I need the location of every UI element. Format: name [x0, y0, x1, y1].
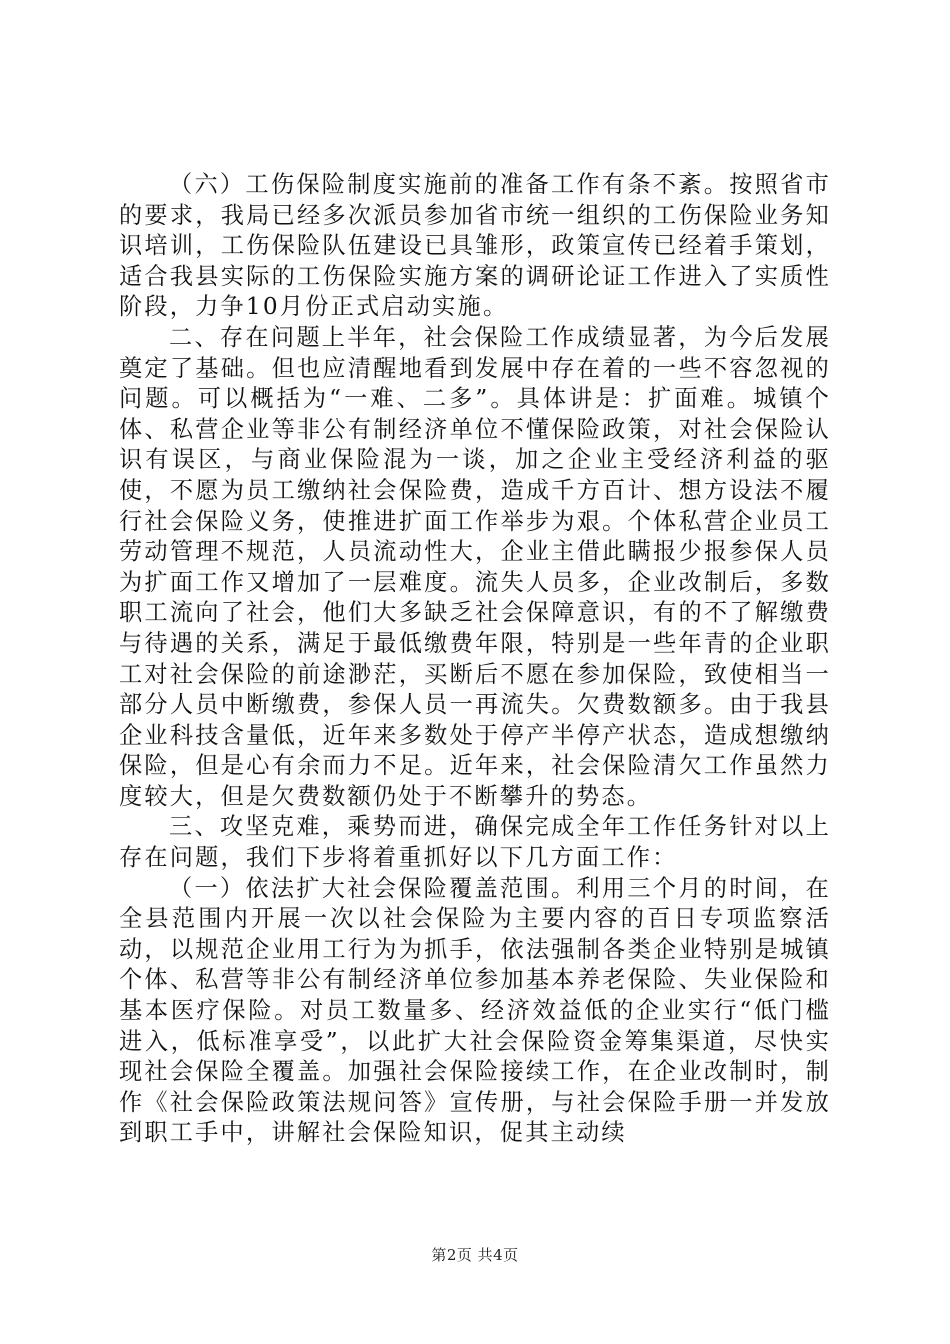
paragraph-work-injury-preparation: （六）工伤保险制度实施前的准备工作有条不紊。按照省市的要求，我局已经多次派员参加省市统一组织的工伤保险业务知识培训，工伤保险队伍建设已具雏形，政策宣传已经着手策划，适合我县实际的工伤保险实施方案的调研论证工作进入了实质性阶段，力争10月份正式启动实施。: [119, 171, 831, 321]
paragraph-next-steps-heading: 三、攻坚克难，乘势而进，确保完成全年工作任务针对以上存在问题，我们下步将着重抓好以下几方面工作：: [119, 813, 831, 872]
document-body: [119, 170, 831, 1149]
paragraph-expand-coverage: （一）依法扩大社会保险覆盖范围。利用三个月的时间，在全县范围内开展一次以社会保险为主要内容的百日专项监察活动，以规范企业用工行为为抓手，依法强制各类企业特别是城镇个体、私营等非公有制经济单位参加基本养老保险、失业保险和基本医疗保险。对员工数量多、经济效益低的企业实行“低门槛进入，低标准享受”，以此扩大社会保险资金筹集渠道，尽快实现社会保险全覆盖。加强社会保险接续工作，在企业改制时，制作《社会保险政策法规问答》宣传册，与社会保险手册一并发放到职工手中，讲解社会保险知识，促其主动续: [119, 874, 831, 1147]
page-footer: 第2页 共4页: [431, 1246, 519, 1264]
paragraph-existing-problems: 二、存在问题上半年，社会保险工作成绩显著，为今后发展奠定了基础。但也应清醒地看到发展中存在着的一些不容忽视的问题。可以概括为“一难、二多”。具体讲是：扩面难。城镇个体、私营企业等非公有制经济单位不懂保险政策，对社会保险认识有误区，与商业保险混为一谈，加之企业主受经济利益的驱使，不愿为员工缴纳社会保险费，造成千方百计、想方设法不履行社会保险义务，使推进扩面工作举步为艰。个体私营企业员工劳动管理不规范，人员流动性大，企业主借此瞒报少报参保人员为扩面工作又增加了一层难度。流失人员多，企业改制后，多数职工流向了社会，他们大多缺乏社会保障意识，有的不了解缴费与待遇的关系，满足于最低缴费年限，特别是一些年青的企业职工对社会保险的前途渺茫，买断后不愿在参加保险，致使相当一部分人员中断缴费，参保人员一再流失。欠费数额多。由于我县企业科技含量低，近年来多数处于停产半停产状态，造成想缴纳保险，但是心有余而力不足。近年来，社会保险清欠工作虽然力度较大，但是欠费数额仍处于不断攀升的势态。: [119, 323, 831, 810]
